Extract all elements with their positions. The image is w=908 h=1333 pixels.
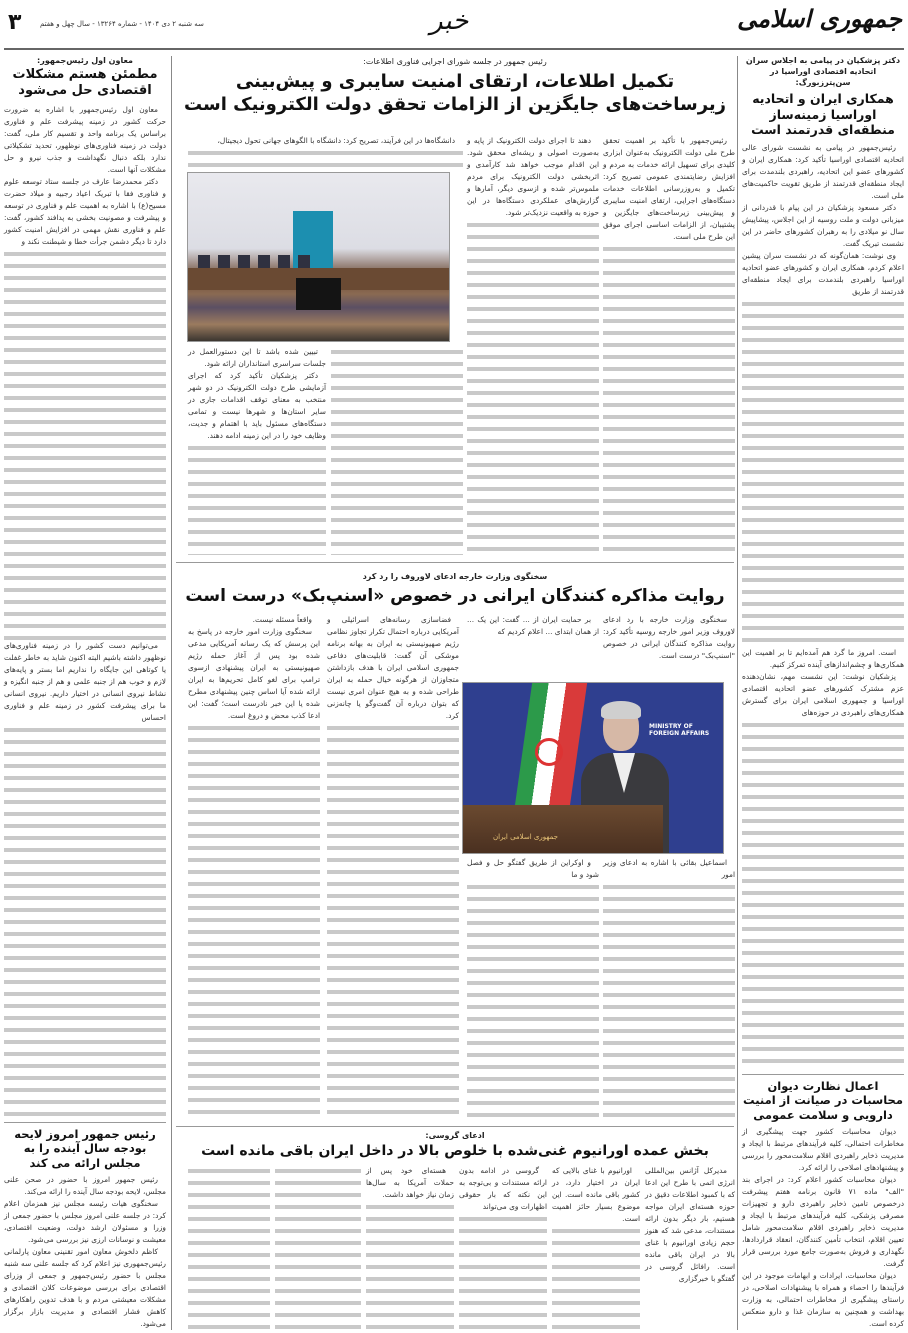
article-body xyxy=(742,142,904,1069)
page-number: ۳ xyxy=(8,10,22,35)
paragraph: کاظم دلخوش معاون امور تقنینی معاون پارلمانی رئیس‌جمهوری نیز اعلام کرد که جلسه علنی سه شنبه مجلس با حضور رئیس‌جمهور و جمعی از وزرای اقتصادی برای بررسی موضوعات کلان اقتصادی و مشکلات معیشتی مردم و با هدف تدوین راهکارهای کاهش فشار اقتصادی و مدیریت بازار برگزار می‌شود. xyxy=(4,1247,166,1328)
paragraph: دکتر مسعود پزشکیان در این پیام با قدردانی از میزبانی دولت و ملت روسیه از این اجلاس، پیشاپیش سال نو میلادی را به رهبران کشورهای حاضر در این نشست تبریک گفت. xyxy=(742,202,904,248)
paragraph: رئیس‌جمهور در پیامی به نشست شورای عالی اتحادیه اقتصادی اوراسیا تأکید کرد: همکاری ایران و کشورهای عضو این اتحادیه، راهبردی بلندمدت برای ایجاد منطقه‌ای قدرتمند از طریق تقویت حاکمیت‌های ملی است. xyxy=(742,142,904,200)
article-headline: رئیس جمهور امروز لایحه بودجه سال آینده را به مجلس ارائه می کند xyxy=(14,1126,156,1170)
date-line: سه شنبه ۲ دی ۱۴۰۴ - شماره ۱۳۲۶۴ - سال چهل و هفتم xyxy=(40,20,204,28)
third-column-1 xyxy=(645,1165,735,1285)
screen xyxy=(296,278,341,310)
paragraph: دیوان محاسبات، ایرادات و ابهامات موجود در این فرآیندها را احصاء و همراه با پیشنهادات اصلاحی، در راستای پیشگیری از مخاطرات احتمالی، به وزارت بهداشت و همچنین به سازمان غذا و دارو منعکس کرده است. xyxy=(742,1271,904,1328)
second-column-3 xyxy=(327,614,459,1120)
second-column-1 xyxy=(603,857,735,1120)
column-divider-left xyxy=(171,56,172,1330)
second-column-4 xyxy=(188,614,320,1120)
main-column-1 xyxy=(603,135,735,555)
paragraph: واقعاً مسئله نیست. xyxy=(252,615,312,624)
newspaper-logo: جمهوری اسلامی xyxy=(737,4,902,33)
paragraph: گروسی در ادامه بدون ارائه مستندات و بی‌توجه به این نکته که بار حقوقی اظهارات وی می‌تواند xyxy=(459,1166,547,1211)
main-kicker: رئیس جمهور در جلسه شورای اجرایی فناوری اطلاعات: xyxy=(363,57,547,66)
paragraph: اسماعیل بقائی با اشاره به ادعای وزیر امور xyxy=(603,858,735,879)
article-headline: اعمال نظارت دیوان محاسبات در صیانت از امنیت دارویی و سلامت عمومی xyxy=(743,1078,903,1122)
section-title: خبر xyxy=(430,6,469,36)
column-divider-right xyxy=(737,56,738,1330)
meeting-photo xyxy=(187,172,450,342)
body-text-continued xyxy=(4,248,166,641)
body-text-continued xyxy=(366,1201,454,1330)
right-column xyxy=(742,55,904,1330)
paragraph: دکتر پزشکیان تأکید کرد که اجرای آزمایشی طرح دولت الکترونیک در دو شهر منتخب به معنای توقف اقدامات جاری در سایر استان‌ها و شهرها نیست و تمامی دستگاه‌های مسئول باید با اهتمام و جدیت، وظایف خود را در این زمینه ادامه دهند. xyxy=(188,371,326,440)
article-headline: مطمئن هستم مشکلات اقتصادی حل می‌شود xyxy=(12,67,158,99)
third-column-4 xyxy=(366,1165,454,1330)
third-column-2 xyxy=(552,1165,640,1330)
body-text-continued xyxy=(603,881,735,1120)
main-column-3-top xyxy=(188,135,463,169)
paragraph: دکتر محمدرضا عارف در جلسه ستاد توسعه علوم و فناوری فقا با تبریک اعیاد رجبیه و میلاد حضرت مسیح(ع) با اشاره به اهمیت علم و فناوری در توسعه و پیشرفت و مصونیت بخشی به پدافند کشور، گفت: علم و فناوری نقش مهمی در افزایش امنیت کشور دارد تا دیگر دشمن جرأت خطا و شیطنت نکند و xyxy=(4,176,166,246)
article-body xyxy=(4,1174,166,1330)
body-text-continued xyxy=(467,219,599,555)
paragraph: پزشکیان نوشت: این نشست مهم، نشان‌دهنده عزم مشترک کشورهای عضو اتحادیه اقتصادی اوراسیا و جمهوری اسلامی ایران برای گسترش همکاری‌های راهبردی در حوزه‌های xyxy=(742,672,904,718)
main-column-4 xyxy=(188,346,326,555)
paragraph: دانشگاه‌ها در این فرآیند، تصریح کرد: دانشگاه با الگوهای جهانی تحول دیجیتال، xyxy=(217,136,455,145)
article-divider xyxy=(742,1074,904,1075)
body-text-continued xyxy=(327,722,459,1120)
body-text-continued xyxy=(188,442,326,555)
body-text-continued xyxy=(742,298,904,648)
second-column-2 xyxy=(467,857,599,1120)
paragraph: دیوان محاسبات کشور اعلام کرد: در اجرای بند "الف" ماده ۷۱ قانون برنامه هفتم پیشرفت درخصوص تامین ذخایر راهبردی دارو و تجهیزات مصرفی پزشکی، کلیه فرآیندهای مرتبط با ایجاد و مدیریت ذخایر راهبردی اقلام سلامت‌محور شامل تعیین اقلام، انتخاب تأمین کنندگان، انعقاد قراردادها، نگهداری و فروش به‌صورت جامع مورد بررسی قرار گرفت. xyxy=(742,1175,904,1268)
paragraph: هسته‌ای خود پس از حملات آمریکا به سال‌ها زمان نیاز خواهد داشت. xyxy=(366,1166,454,1199)
story-divider xyxy=(176,562,734,563)
spokesman-photo xyxy=(462,682,724,854)
second-kicker: سخنگوی وزارت خارجه ادعای لاوروف را رد کرد xyxy=(362,572,548,581)
body-text-continued xyxy=(4,724,166,1117)
second-column-2-top xyxy=(467,614,599,638)
body-text-continued xyxy=(742,719,904,1069)
paragraph: مدیرکل آژانس بین‌المللی انرژی اتمی با طرح این ادعا که با کمبود اطلاعات دقیق در حوزه هسته‌ای ایران مواجه هستیم، بار دیگر بدون ارائه مستندات، مدعی شد که هنوز حجم زیادی اورانیوم با غنای بالا در ایران باقی مانده است. رافائل گروسی در گفتگو با خبرگزاری xyxy=(645,1166,735,1283)
second-headline: روایت مذاکره کنندگان ایرانی در خصوص «اسنپ‌بک» درست است xyxy=(185,586,725,606)
third-headline: بخش عمده اورانیوم غنی‌شده با خلوص بالا در داخل ایران باقی مانده است xyxy=(201,1143,709,1159)
body-text-continued xyxy=(188,722,320,1120)
podium-logo-text: جمهوری اسلامی ایران xyxy=(493,833,558,841)
second-lead xyxy=(603,614,735,662)
article-body xyxy=(742,1126,904,1330)
masthead-divider xyxy=(4,48,904,50)
paragraph: رئیس جمهور امروز با حضور در صحن علنی مجلس، لایحه بودجه سال آینده را ارائه می‌کند. xyxy=(4,1175,166,1196)
left-column xyxy=(4,56,166,1330)
article-body xyxy=(4,104,166,1117)
third-column-3 xyxy=(459,1165,547,1330)
paragraph: تبیین شده باشد تا این دستورالعمل در جلسات سراسری استانداران ارائه شود. xyxy=(188,347,326,368)
body-text-continued xyxy=(467,881,599,1120)
body-text-continued xyxy=(188,147,463,169)
paragraph: وی نوشت: همان‌گونه که در نشست سران پیشین اعلام کردم، همکاری ایران و کشورهای عضو اتحادیه اوراسیا راهبردی بلندمدت برای ایجاد منطقه‌ای قدرتمند از طریق xyxy=(742,250,904,296)
paragraph: دیوان محاسبات کشور جهت پیشگیری از مخاطرات احتمالی، کلیه فرآیندهای مرتبط با ایجاد و مدیریت ذخایر راهبردی اقلام سلامت‌محور را بررسی و پیشنهادهای اصلاحی را ارائه کرد. xyxy=(742,1127,904,1172)
body-text-continued xyxy=(275,1165,361,1330)
article-headline: همکاری ایران و اتحادیه اوراسیا زمینه‌ساز منطقه‌ای قدرتمند است xyxy=(751,91,895,138)
paragraph: رئیس‌جمهور با تأکید بر اهمیت تحقق طرح ملی دولت الکترونیک به‌عنوان ابزاری کلیدی برای تسهیل ارائه خدمات به مردم و افزایش رضایتمندی عمومی تصریح کرد: تکمیل و به‌روزرسانی اطلاعات خدمات دستگاه‌های اجرایی، ارتقای امنیت سایبری و پیش‌بینی زیرساخت‌های جایگزین و پشتیبان، از الزامات اساسی اجرای موفق این طرح ملی است. xyxy=(603,136,735,241)
paragraph: سخنگوی هیات رئیسه مجلس نیز همزمان اعلام کرد: در جلسه علنی امروز مجلس با حضور جمعی از وزرا و مسئولان ارشد دولت، وضعیت اقتصادی، معیشت و نوسانات ارزی نیز بررسی می‌شود. xyxy=(4,1199,166,1244)
body-text-continued xyxy=(331,346,463,555)
body-text-continued xyxy=(459,1213,547,1330)
article-kicker: معاون اول رئیس‌جمهور: xyxy=(37,56,133,65)
article-divider xyxy=(4,1122,166,1123)
headline-line: زیرساخت‌های جایگزین از الزامات تحقق دولت الکترونیک است xyxy=(183,94,727,115)
paragraph: اورانیوم با غنای بالایی که ایران در اختیار دارد، در کشور باقی مانده است. این موضوع بسیار حائز اهمیت است. xyxy=(552,1166,640,1223)
main-column-3 xyxy=(331,346,463,555)
main-headline xyxy=(176,70,734,116)
headline-line: تکمیل اطلاعات، ارتقای امنیت سایبری و پیش‌بینی xyxy=(235,71,675,92)
paragraph: و اوکراین از طریق گفتگو حل و فصل شود و ما xyxy=(467,858,599,879)
third-column-5 xyxy=(275,1165,361,1330)
paragraph: فضاسازی رسانه‌های اسرائیلی و آمریکایی درباره احتمال تکرار تجاوز نظامی رژیم صهیونیستی به ایران به بهانه برنامه موشکی آن گفت: قابلیت‌های دفاعی جمهوری اسلامی ایران با هدف بازداشتن متجاوزان از هرگونه خیال حمله به ایران طراحی شده و به هیچ عنوان امری نیست که بتوان درباره آن گفت‌وگو یا چانه‌زنی کرد. xyxy=(327,615,459,720)
ministry-sign: MINISTRY OF FOREIGN AFFAIRS xyxy=(649,723,710,737)
paragraph: بر حمایت ایران از ... گفت: این یک ... از همان ابتدای ... اعلام کردیم که xyxy=(467,615,599,636)
body-text-continued xyxy=(603,243,735,555)
body-text-continued xyxy=(188,1165,270,1330)
paragraph: معاون اول رئیس‌جمهور با اشاره به ضرورت حرکت کشور در زمینه پیشرفت علم و فناوری براساس یک برنامه واحد و تقسیم کار ملی، گفت: دولت در زمینه فناوری‌های نوظهور، تحدید تشکیلاتی ندارد بلکه دنبال نگهداشت و جذب نیرو و حل مشکلات آنها است. xyxy=(4,104,166,174)
podium xyxy=(463,805,663,853)
paragraph: دهند تا اجرای دولت الکترونیک از پایه و به‌صورت اصولی و ریشه‌ای محقق شود. این اقدام موجب خواهد شد کارآمدی و اثربخشی دولت الکترونیک برای مردم ملموس‌تر شده و ازسوی دیگر، آمارها و گزارش‌های عملکردی دستگاه‌ها در این حوزه به واقعیت نزدیک‌تر شود. xyxy=(467,136,599,217)
paragraph: سخنگوی وزارت خارجه با رد ادعای لاوروف وزیر امور خارجه روسیه تأکید کرد: روایت مذاکره کنندگان ایرانی در خصوص "اسنپ‌بک" درست است. xyxy=(603,615,735,660)
third-column-6 xyxy=(188,1165,270,1330)
paragraph: می‌توانیم دست کشور را در زمینه فناوری‌های نوظهور داشته باشیم البته اکنون شاید به خاطر غفلت یا کوتاهی این جایگاه را نداریم اما بستر و پایه‌های لازم و خوب هم از جنبه علمی و هم از جنبه انگیزه و نشاط نیروی انسانی در اختیار داریم. نیروی انسانی ما برای پیشرفت کشور در زمینه علم و فناوری احساس xyxy=(4,641,166,723)
third-kicker: ادعای گروسی: xyxy=(425,1131,485,1140)
paragraph: سخنگوی وزارت امور خارجه در پاسخ به این پرسش که یک رسانه آمریکایی مدعی شده بود پس از آغاز حمله رژیم صهیونیستی به ایران پیشنهادی ازسوی ترامپ برای لغو کامل تحریم‌ها به ایران ارائه شده آیا اساس چنین پیشنهادی مطرح شده یا این خبر نادرست است؛ گفت: این ادعا کذب محض و دروغ است. xyxy=(188,627,320,720)
story-divider xyxy=(176,1126,734,1127)
paragraph: است. امروز ما گرد هم آمده‌ایم تا بر اهمیت این همکاری‌ها و چشم‌اندازهای آینده تمرکز کنیم. xyxy=(742,648,904,670)
body-text-continued xyxy=(552,1225,640,1330)
article-kicker: دکتر پزشکیان در پیامی به اجلاس سران اتحادیه اقتصادی اوراسیا در سن‌پترزبورگ: xyxy=(745,56,901,87)
flag-emblem xyxy=(535,738,563,766)
spokesman-hair xyxy=(601,701,641,719)
main-column-2 xyxy=(467,135,599,555)
